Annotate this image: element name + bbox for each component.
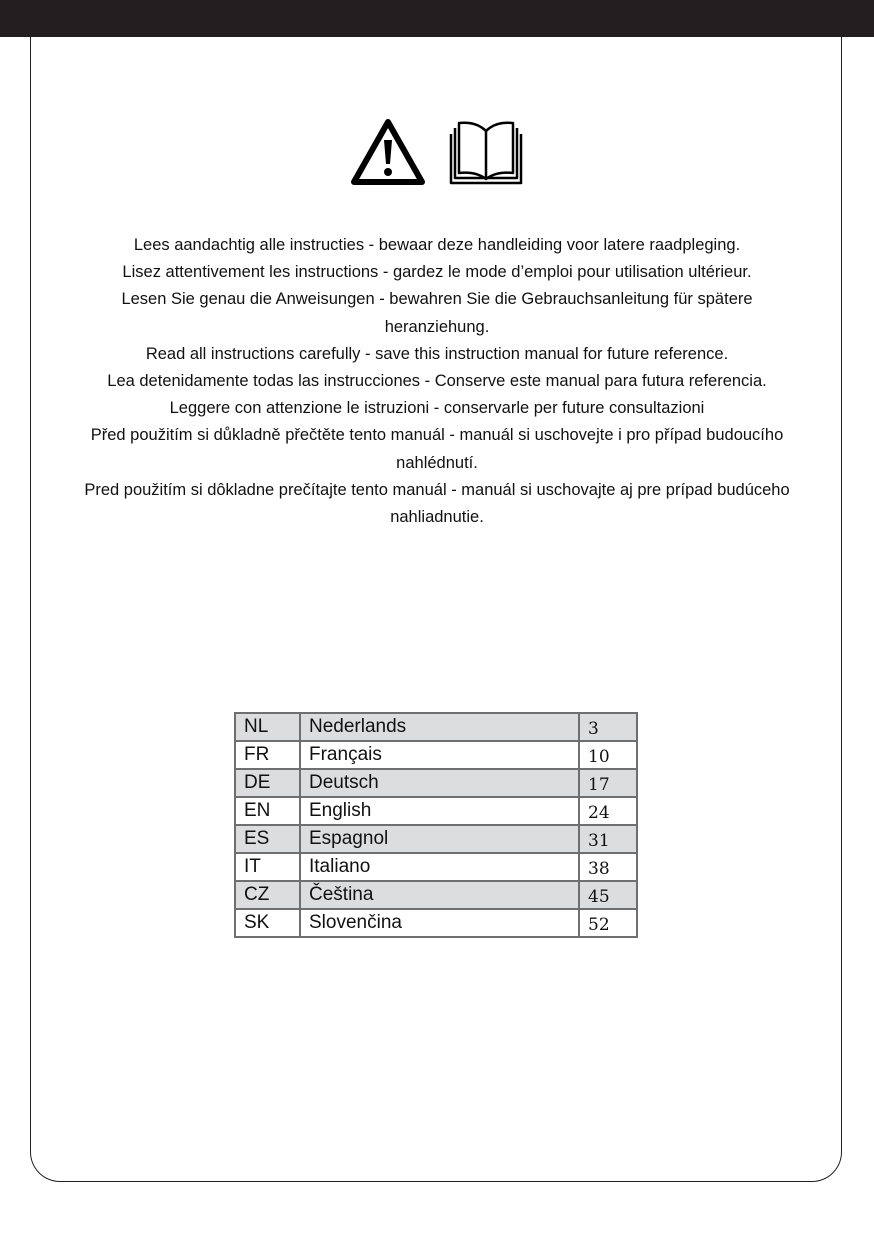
language-code: NL — [235, 713, 300, 741]
instruction-es: Lea detenidamente todas las instrucciones - Conserve este manual para futura referencia. — [107, 372, 767, 391]
language-code: ES — [235, 825, 300, 853]
language-name: Espagnol — [300, 825, 579, 853]
page-number: 17 — [579, 769, 637, 797]
language-code: SK — [235, 909, 300, 937]
language-name: English — [300, 797, 579, 825]
language-name: Deutsch — [300, 769, 579, 797]
instruction-sk: Pred použitím si dôkladne prečítajte tento manuál - manuál si uschovajte aj pre prípad budúceho nahliadnutie. — [84, 480, 790, 527]
page-number: 10 — [579, 741, 637, 769]
table-row — [235, 741, 637, 769]
table-row — [235, 797, 637, 825]
language-code: DE — [235, 769, 300, 797]
table-row — [235, 825, 637, 853]
instruction-en: Read all instructions carefully - save this instruction manual for future reference. — [145, 344, 729, 363]
icon-row — [0, 116, 874, 188]
open-book-icon — [448, 119, 524, 185]
page-number: 3 — [579, 713, 637, 741]
language-code: IT — [235, 853, 300, 881]
page-frame — [30, 30, 842, 1182]
language-table — [234, 712, 638, 938]
instructions-block — [80, 232, 794, 531]
page-number: 24 — [579, 797, 637, 825]
table-row — [235, 769, 637, 797]
instruction-it: Leggere con attenzione le istruzioni - conservarle per future consultazioni — [169, 399, 705, 418]
language-code: CZ — [235, 881, 300, 909]
instruction-fr: Lisez attentivement les instructions - gardez le mode d’emploi pour utilisation ultérieur. — [122, 263, 752, 282]
table-row — [235, 881, 637, 909]
language-code: FR — [235, 741, 300, 769]
table-row — [235, 713, 637, 741]
language-name: Italiano — [300, 853, 579, 881]
language-name: Čeština — [300, 881, 579, 909]
language-name: Slovenčina — [300, 909, 579, 937]
table-row — [235, 909, 637, 937]
warning-triangle-icon — [350, 118, 426, 186]
table-row — [235, 853, 637, 881]
language-name: Français — [300, 741, 579, 769]
page-number: 38 — [579, 853, 637, 881]
language-code: EN — [235, 797, 300, 825]
page-number: 52 — [579, 909, 637, 937]
page-number: 45 — [579, 881, 637, 909]
page-number: 31 — [579, 825, 637, 853]
instruction-cz: Před použitím si důkladně přečtěte tento manuál - manuál si uschovejte i pro případ budoucího nahlédnutí. — [90, 426, 784, 472]
language-name: Nederlands — [300, 713, 579, 741]
instruction-nl: Lees aandachtig alle instructies - bewaar deze handleiding voor latere raadpleging. — [133, 236, 741, 254]
instruction-de: Lesen Sie genau die Anweisungen - bewahren Sie die Gebrauchsanleitung für spätere heranziehung. — [121, 290, 753, 336]
